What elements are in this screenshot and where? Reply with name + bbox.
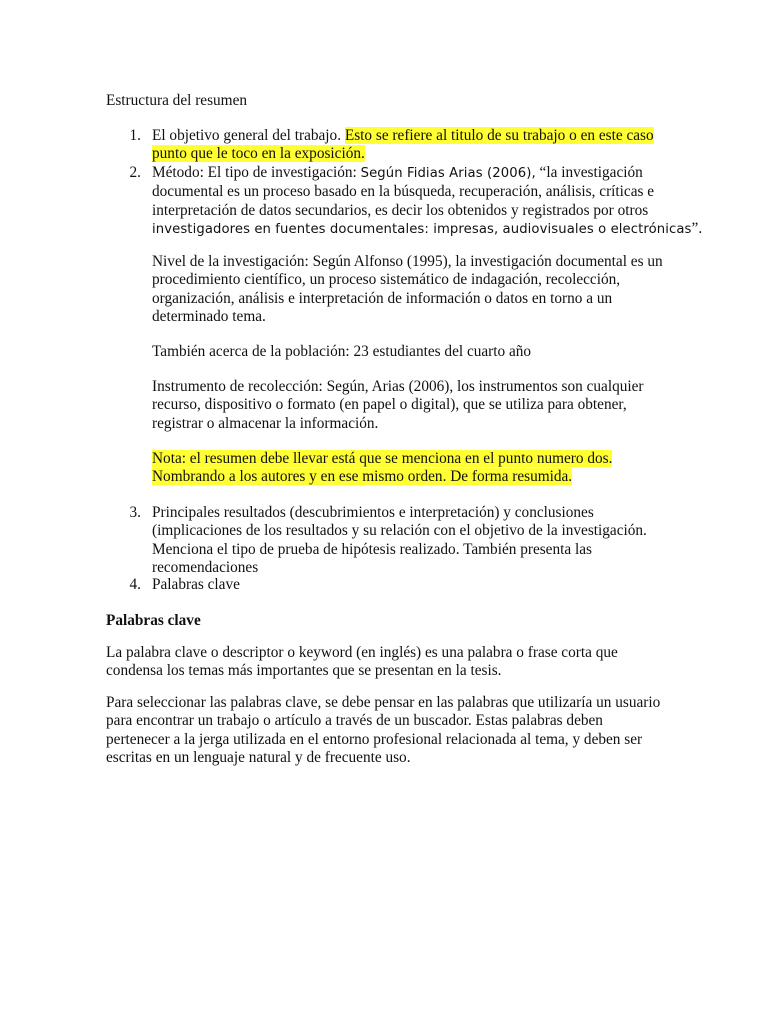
paragraph-line: Para seleccionar las palabras clave, se debe pensar en las palabras que utilizaría un usuario <box>106 694 661 711</box>
item2-line1-b: Según Fidias Arias (2006), <box>360 166 536 181</box>
item3-line: Principales resultados (descubrimientos e interpretación) y conclusiones <box>152 504 594 521</box>
item2-line4-end: ”. <box>691 220 703 238</box>
paragraph-2 <box>106 694 660 768</box>
paragraph-line: condensa los temas más importantes que se presentan en la tesis. <box>106 662 502 680</box>
nota-line: Nota: el resumen debe llevar está que se menciona en el punto numero dos. <box>152 450 613 467</box>
list-number-4: 4. <box>129 576 141 593</box>
nota-paragraph <box>152 450 712 487</box>
nivel-line: organización, análisis e interpretación de información o datos en torno a un <box>152 289 613 307</box>
paragraph-line: La palabra clave o descriptor o keyword (en inglés) es una palabra o frase corta que <box>106 644 618 661</box>
item1-lead: El objetivo general del trabajo. <box>152 127 345 144</box>
item3-line: Menciona el tipo de prueba de hipótesis realizado. También presenta las <box>152 540 592 558</box>
list-item-4: Palabras clave <box>152 576 240 593</box>
list-item-3 <box>152 504 712 578</box>
nivel-line: procedimiento científico, un proceso sistemático de indagación, recolección, <box>152 271 621 289</box>
paragraph-1 <box>106 644 618 681</box>
instrumento-line: Instrumento de recolección: Según, Arias (2006), los instrumentos son cualquier <box>152 378 644 395</box>
item2-line3: interpretación de datos secundarios, es decir los obtenidos y registrados por otros <box>152 201 649 219</box>
list-number-3: 3. <box>129 504 141 521</box>
paragraph-line: pertenecer a la jerga utilizada en el entorno profesional relacionada al tema, y deben ser <box>106 730 643 748</box>
paragraph-line: escritas en un lenguaje natural y de frecuente uso. <box>106 749 411 767</box>
nivel-paragraph <box>152 253 712 327</box>
item1-highlight-a: Esto se refiere al titulo de su trabajo o en este caso <box>344 127 654 144</box>
list-item-2 <box>152 164 712 240</box>
item1-highlight-b: punto que le toco en la exposición. <box>152 145 365 163</box>
item2-line1-c: “la investigación <box>535 164 643 181</box>
item3-line: (implicaciones de los resultados y su relación con el objetivo de la investigación. <box>152 522 647 540</box>
section-heading: Palabras clave <box>106 612 201 629</box>
instrumento-paragraph <box>152 378 712 433</box>
list-number-2: 2. <box>129 164 141 181</box>
item2-line2: documental es un proceso basado en la búsqueda, recuperación, análisis, críticas e <box>152 183 655 201</box>
item3-line: recomendaciones <box>152 559 259 577</box>
item2-line1-a: Método: El tipo de investigación: <box>152 164 361 181</box>
nivel-line: determinado tema. <box>152 308 266 326</box>
list-number-1: 1. <box>129 127 141 144</box>
list-item-1 <box>152 127 712 164</box>
nota-line: Nombrando a los autores y en ese mismo orden. De forma resumida. <box>152 468 573 486</box>
paragraph-line: para encontrar un trabajo o artículo a través de un buscador. Estas palabras deben <box>106 712 603 730</box>
poblacion-line: También acerca de la población: 23 estudiantes del cuarto año <box>152 343 532 360</box>
nivel-line: Nivel de la investigación: Según Alfonso (1995), la investigación documental es un <box>152 253 663 270</box>
item2-line4: investigadores en fuentes documentales: impresas, audiovisuales o electrónicas <box>152 222 692 238</box>
document-title: Estructura del resumen <box>106 92 248 109</box>
instrumento-line: recurso, dispositivo o formato (en papel o digital), que se utiliza para obtener, <box>152 396 627 414</box>
instrumento-line: registrar o almacenar la información. <box>152 414 379 432</box>
